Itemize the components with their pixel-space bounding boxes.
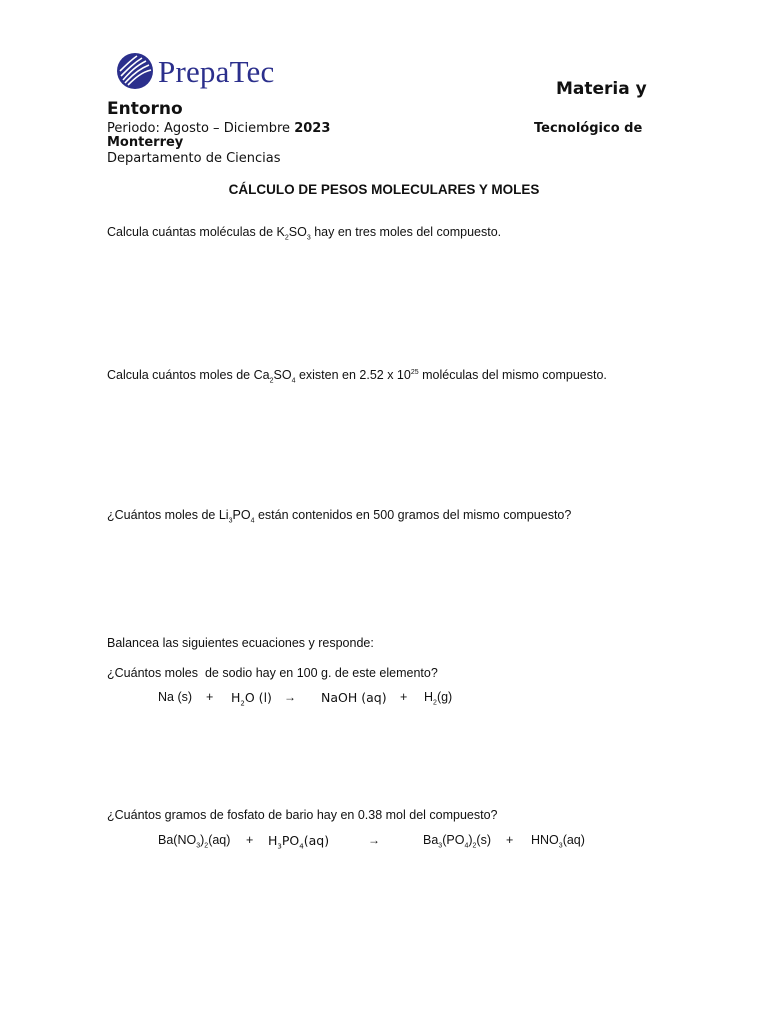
institution-part2: Monterrey bbox=[107, 135, 184, 150]
eq2-term-2: $H_3PO_4(aq)$ bbox=[268, 833, 330, 851]
subject-title-part1: Materia y bbox=[556, 79, 647, 99]
eq1-term-1: Na (s) bbox=[158, 690, 193, 704]
institution-part1: Tecnológico de bbox=[534, 121, 643, 136]
department: Departamento de Ciencias bbox=[107, 151, 281, 166]
equation-2 bbox=[158, 833, 608, 851]
eq2-plus-2: + bbox=[506, 833, 514, 847]
logo-text: PrepaTec bbox=[158, 54, 275, 89]
eq2-term-4: $HNO_3(aq)$ bbox=[531, 833, 585, 850]
eq2-term-1: $Ba(NO_3)_2(aq)$ bbox=[158, 833, 231, 850]
prepatec-globe-icon bbox=[116, 52, 154, 90]
question-4: ¿Cuántos moles de sodio hay en 100 g. de este elemento? bbox=[107, 666, 438, 680]
period-year: 2023 bbox=[294, 121, 331, 136]
eq1-arrow-icon: → bbox=[284, 690, 296, 704]
question-5: ¿Cuántos gramos de fosfato de bario hay en 0.38 mol del compuesto? bbox=[107, 808, 498, 822]
eq1-term-4: $H_2(g)$ bbox=[424, 690, 453, 707]
page-title: CÁLCULO DE PESOS MOLECULARES Y MOLES bbox=[228, 182, 540, 197]
question-1: Calcula cuántas moléculas de $K_2SO_3$ hay en tres moles del compuesto. bbox=[107, 225, 502, 242]
question-2: Calcula cuántos moles de $Ca_2SO_4$ existen en 2.52 x $10^{25}$ moléculas del mismo compuesto. bbox=[107, 368, 607, 385]
question-3: ¿Cuántos moles de $Li_3PO_4$ están contenidos en 500 gramos del mismo compuesto? bbox=[107, 508, 572, 525]
eq2-plus-1: + bbox=[246, 833, 254, 847]
period-line: Periodo: Agosto – Diciembre 2023 bbox=[107, 121, 331, 136]
instructions: Balancea las siguientes ecuaciones y responde: bbox=[107, 636, 374, 650]
equation-1 bbox=[158, 690, 478, 708]
eq1-term-2: $H_2O$ (l) bbox=[231, 690, 272, 708]
eq2-term-3: $Ba_3(PO_4)_2(s)$ bbox=[423, 833, 491, 850]
eq1-plus-1: + bbox=[206, 690, 214, 704]
subject-title-part2: Entorno bbox=[107, 99, 183, 119]
eq1-plus-2: + bbox=[400, 690, 408, 704]
eq2-arrow-icon: → bbox=[368, 833, 380, 847]
eq1-term-3: NaOH (aq) bbox=[321, 690, 387, 705]
